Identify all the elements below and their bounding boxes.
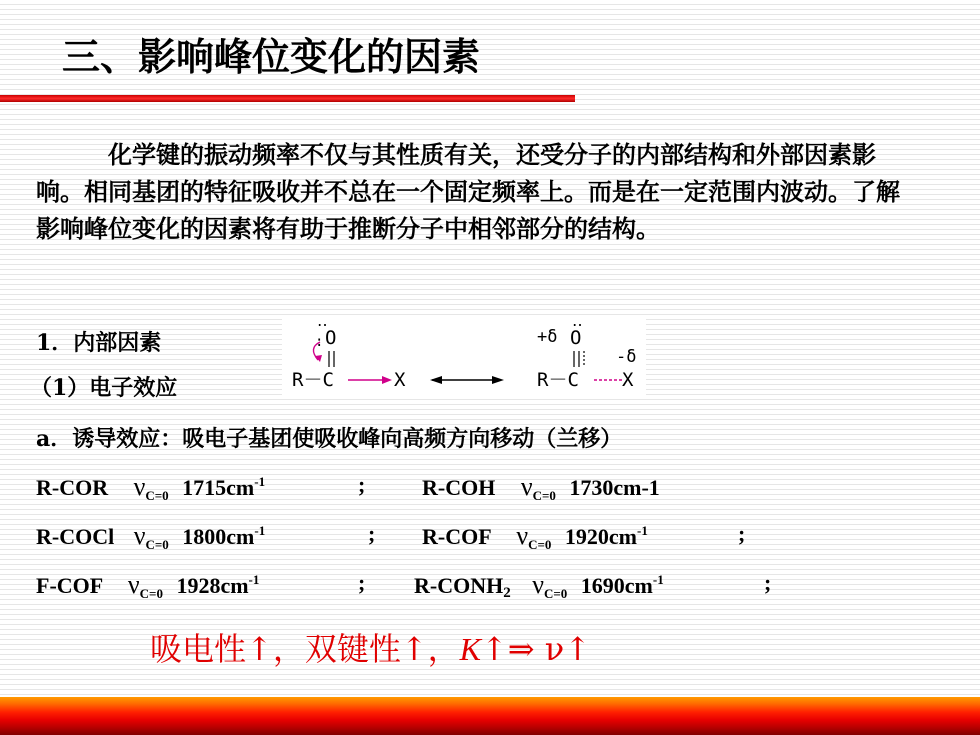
unit: cm	[226, 524, 255, 549]
nu-symbol: ν	[520, 472, 533, 501]
unit-exponent: -1	[254, 523, 266, 538]
bond-subscript: C=0	[528, 537, 552, 552]
left-lone-pair-colon: :	[315, 334, 324, 350]
footer-gradient-bar	[0, 697, 980, 735]
separator: ;	[738, 521, 746, 546]
compound-name: F-COF	[36, 573, 103, 598]
unit: cm	[220, 573, 249, 598]
example-2	[422, 472, 660, 504]
inductive-effect-text: a．诱导效应：吸电子基团使吸收峰向高频方向移动（兰移）	[36, 426, 623, 452]
page-title: 三、影响峰位变化的因素	[62, 34, 481, 79]
wavenumber-value: 1690	[580, 573, 625, 598]
compound-name: R-COCl	[36, 524, 115, 549]
left-lone-pair-dots: ‥	[317, 318, 328, 330]
right-delta-minus: -δ	[616, 347, 637, 367]
example-3	[36, 521, 265, 553]
right-rc: R－C	[537, 369, 579, 391]
wavenumber-value: 1800	[182, 524, 227, 549]
compound-name: R-COF	[422, 524, 491, 549]
bond-subscript: C=0	[532, 488, 556, 503]
left-x: X	[394, 369, 406, 391]
example-5	[36, 570, 259, 602]
conclusion-statement	[150, 624, 591, 670]
section-heading: 1．内部因素	[36, 330, 162, 356]
unit: cm	[226, 475, 255, 500]
electron-effect-diagram	[282, 318, 646, 398]
separator: ;	[764, 570, 772, 595]
left-oxygen: O	[325, 327, 337, 349]
example-1	[36, 472, 265, 504]
compound-subscript: 2	[503, 585, 511, 601]
compound-name: R-CONH	[414, 573, 504, 598]
right-lone-pair-dots: ‥	[572, 318, 583, 330]
subsection-heading: （1）电子效应	[30, 375, 178, 401]
separator: ;	[358, 472, 366, 497]
unit: cm	[624, 573, 653, 598]
unit: cm	[608, 524, 637, 549]
compound-name: R-COH	[422, 475, 496, 500]
unit-exponent: -1	[652, 572, 664, 587]
diagram-svg	[282, 318, 646, 398]
example-6	[414, 570, 664, 602]
nu-symbol: ν	[127, 570, 140, 599]
example-4	[422, 521, 648, 553]
wavenumber-value: 1928	[176, 573, 221, 598]
right-oxygen: O	[570, 327, 582, 349]
separator: ;	[358, 570, 366, 595]
unit-exponent: -1	[248, 572, 260, 587]
bond-subscript: C=0	[139, 586, 163, 601]
right-delta-plus: +δ	[537, 327, 558, 347]
intro-paragraph: 化学键的振动频率不仅与其性质有关，还受分子的内部结构和外部因素影响。相同基团的特征吸收并不总在一个固定频率上。而是在一定范围内波动。了解影响峰位变化的因素将有助于推断分子中相邻部分的结构。	[36, 140, 900, 243]
nu-symbol: ν	[133, 521, 146, 550]
nu-symbol: ν	[516, 521, 529, 550]
bond-subscript: C=0	[543, 586, 568, 601]
unit-exponent: -1	[254, 474, 266, 489]
inductive-arrowhead	[382, 376, 392, 384]
wavenumber-value: 1730cm-1	[569, 475, 660, 500]
bond-subscript: C=0	[145, 537, 169, 552]
bond-subscript: C=0	[145, 488, 169, 503]
nu-symbol: ν	[532, 570, 544, 599]
resonance-arrowhead-right	[492, 376, 504, 384]
conclusion-part2: ↑⇒ ν↑	[480, 630, 592, 668]
resonance-arrowhead-left	[430, 376, 442, 384]
conclusion-part1: 吸电性↑，双键性↑，	[150, 630, 460, 668]
right-x: X	[622, 369, 634, 391]
nu-symbol: ν	[133, 472, 146, 501]
separator: ;	[368, 521, 376, 546]
left-rc: R－C	[292, 369, 334, 391]
unit-exponent: -1	[637, 523, 648, 538]
force-constant-symbol: K	[459, 631, 481, 667]
wavenumber-value: 1920	[564, 524, 609, 549]
title-underline	[0, 95, 575, 102]
compound-name: R-COR	[36, 475, 109, 500]
wavenumber-value: 1715	[182, 475, 227, 500]
